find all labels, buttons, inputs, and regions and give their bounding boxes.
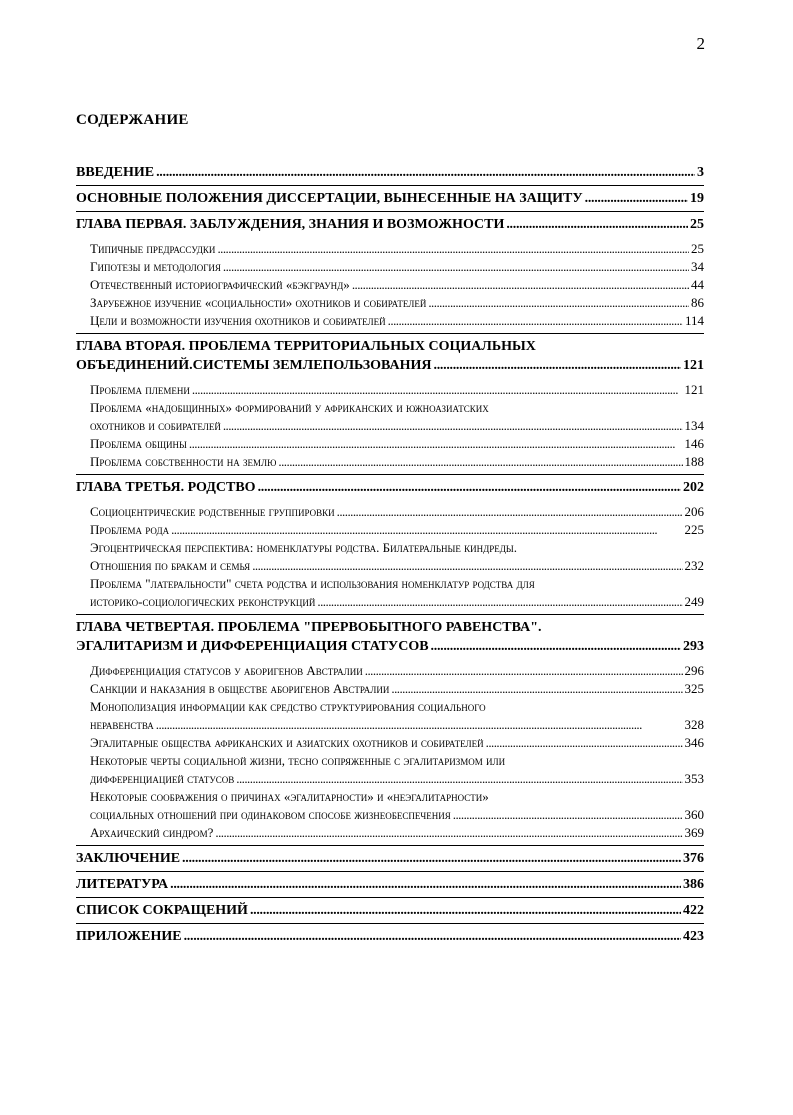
dot-leader: [585, 189, 688, 208]
toc-subentry-title: Отечественный историографический «бэкграунд»: [90, 277, 350, 292]
toc-subentry[interactable]: [90, 824, 704, 842]
toc-subentry-page: 346: [684, 735, 704, 750]
toc-subentry-title-line: Некоторые черты социальной жизни, тесно сопряженные с эгалитаризмом или: [90, 753, 506, 768]
toc-entry[interactable]: [76, 356, 704, 375]
toc-subentry-title: историко-социологических реконструкций: [90, 594, 316, 609]
toc-section: [76, 334, 704, 475]
toc-section: [76, 846, 704, 872]
toc-entry-title: ОСНОВНЫЕ ПОЛОЖЕНИЯ ДИССЕРТАЦИИ, ВЫНЕСЕННЫЕ НА ЗАЩИТУ: [76, 191, 583, 206]
toc-entry-page: 25: [690, 217, 704, 232]
toc-entry-title: ЗАКЛЮЧЕНИЕ: [76, 851, 181, 866]
toc-subentry[interactable]: [90, 770, 704, 788]
toc-entry[interactable]: [76, 901, 704, 920]
toc-subentry[interactable]: [90, 680, 704, 698]
toc-subentry[interactable]: [90, 593, 704, 611]
toc-subentry-page: 44: [691, 277, 704, 292]
page-number: 2: [696, 34, 705, 53]
dot-leader: [236, 770, 682, 788]
toc-subentry-page: 360: [684, 807, 704, 822]
toc-entry-title: ЭГАЛИТАРИЗМ И ДИФФЕРЕНЦИАЦИЯ СТАТУСОВ: [76, 639, 429, 654]
toc-subentry-page: 225: [684, 522, 704, 537]
toc-subentry-page: 86: [691, 295, 704, 310]
toc-subentry-title: Архаический синдром?: [90, 825, 214, 840]
dot-leader: [252, 557, 682, 575]
toc-subentry-page: 34: [691, 259, 704, 274]
dot-leader: [223, 417, 683, 435]
toc-subentry[interactable]: [90, 294, 704, 312]
toc-entry-page: 423: [683, 929, 704, 944]
toc-entry-title: ВВЕДЕНИЕ: [76, 165, 155, 180]
toc-subentry-title-line: Проблема «надобщинных» формирований у африканских и южноазиатских: [90, 400, 489, 415]
toc-subentry-page: 146: [684, 436, 704, 451]
toc-entry[interactable]: [76, 849, 704, 868]
dot-leader: [278, 453, 682, 471]
dot-leader: [434, 356, 681, 375]
toc-subentry-title-line: Эгоцентрическая перспектива: номенклатуры родства. Билатеральные киндреды.: [90, 540, 517, 555]
dot-leader: [250, 901, 681, 920]
toc-subentry[interactable]: [90, 662, 704, 680]
toc-title: СОДЕРЖАНИЕ: [76, 112, 189, 128]
toc-subentry-title: Проблема собственности на землю: [90, 454, 277, 469]
dot-leader: [215, 824, 682, 842]
toc-section: [76, 212, 704, 334]
dot-leader: [453, 806, 683, 824]
toc-subentry-page: 353: [684, 771, 704, 786]
toc-entry[interactable]: [76, 637, 704, 656]
toc-subentry[interactable]: [90, 557, 704, 575]
toc-subentry-page: 188: [684, 454, 704, 469]
toc-subentry[interactable]: [90, 312, 704, 330]
toc-entry-title: ПРИЛОЖЕНИЕ: [76, 929, 182, 944]
dot-leader: [428, 294, 689, 312]
toc-subentry-title: охотников и собирателей: [90, 418, 221, 433]
dot-leader: [506, 215, 688, 234]
dot-leader: [170, 875, 681, 894]
dot-leader: [184, 927, 681, 946]
toc-subentry-title: Проблема племени: [90, 382, 190, 397]
toc-subentry[interactable]: [90, 503, 704, 521]
toc-subentry-title: Зарубежное изучение «социальности» охотников и собирателей: [90, 295, 427, 310]
toc-entry[interactable]: [76, 215, 704, 234]
toc-entry-page: 376: [683, 851, 704, 866]
toc-section: [76, 898, 704, 924]
toc-subentry-page: 249: [684, 594, 704, 609]
toc-subentry[interactable]: [90, 276, 704, 294]
toc-subentry-page: 369: [684, 825, 704, 840]
dot-leader: [217, 240, 689, 258]
dot-leader: [171, 521, 682, 539]
toc-subentry[interactable]: [90, 258, 704, 276]
toc-subentry-title: неравенства: [90, 717, 154, 732]
toc-subentry-page: 325: [684, 681, 704, 696]
toc-entry-page: 422: [683, 903, 704, 918]
toc-section: [76, 924, 704, 949]
toc-subentry-title: Проблема рода: [90, 522, 170, 537]
toc-subentry-title: Цели и возможности изучения охотников и собирателей: [90, 313, 386, 328]
toc-subentry[interactable]: [90, 716, 704, 734]
toc-subentry[interactable]: [90, 453, 704, 471]
dot-leader: [486, 734, 683, 752]
toc-subentry-title-line: Проблема "латеральности" счета родства и использования номенклатур родства для: [90, 576, 535, 591]
toc-subentry[interactable]: [90, 240, 704, 258]
toc-subentry-title: дифференциацией статусов: [90, 771, 235, 786]
toc-subentry[interactable]: [90, 435, 704, 453]
dot-leader: [258, 478, 681, 497]
toc-subentry-title: Санкции и наказания в обществе аборигенов Австралии: [90, 681, 390, 696]
toc-subentry-page: 296: [684, 663, 704, 678]
toc-entry-page: 202: [683, 480, 704, 495]
dot-leader: [192, 381, 683, 399]
toc-subentry-page: 232: [684, 558, 704, 573]
toc-subentry-title-line: Монополизация информации как средство структурирования социального: [90, 699, 486, 714]
dot-leader: [391, 680, 682, 698]
dot-leader: [317, 593, 682, 611]
toc-section: [76, 872, 704, 898]
toc-subentry[interactable]: [90, 806, 704, 824]
toc-entry-title: СПИСОК СОКРАЩЕНИЙ: [76, 903, 248, 918]
toc-entry-title-line: ГЛАВА ЧЕТВЕРТАЯ. ПРОБЛЕМА "ПРЕРВОБЫТНОГО РАВЕНСТВА".: [76, 620, 542, 635]
toc-subentry[interactable]: [90, 521, 704, 539]
toc-subentry[interactable]: [90, 734, 704, 752]
dot-leader: [388, 312, 683, 330]
toc-subentry-title: Типичные предрассудки: [90, 241, 216, 256]
toc-subentry-title-line: Некоторые соображения о причинах «эгалитарности» и «неэгалитарности»: [90, 789, 489, 804]
toc-entry-title: ГЛАВА ПЕРВАЯ. ЗАБЛУЖДЕНИЯ, ЗНАНИЯ И ВОЗМОЖНОСТИ: [76, 217, 505, 232]
toc-subentry[interactable]: [90, 381, 704, 399]
toc-entry[interactable]: [76, 478, 704, 497]
dot-leader: [337, 503, 683, 521]
toc-section: [76, 186, 704, 212]
dot-leader: [189, 435, 683, 453]
toc-entry[interactable]: [76, 163, 704, 182]
toc-subentry-page: 206: [684, 504, 704, 519]
toc-subentry-title: Гипотезы и методология: [90, 259, 221, 274]
dot-leader: [365, 662, 683, 680]
toc-entry-title: ОБЪЕДИНЕНИЙ.СИСТЕМЫ ЗЕМЛЕПОЛЬЗОВАНИЯ: [76, 358, 432, 373]
toc-section: [76, 160, 704, 186]
toc-subentry-page: 121: [684, 382, 704, 397]
toc-subentry-title: Эгалитарные общества африканских и азиатских охотников и собирателей: [90, 735, 484, 750]
toc-subentry-title: Дифференциация статусов у аборигенов Австралии: [90, 663, 363, 678]
toc-subentry-page: 328: [684, 717, 704, 732]
toc-entry-title: ГЛАВА ТРЕТЬЯ. РОДСТВО: [76, 480, 256, 495]
toc-entry-page: 3: [697, 165, 704, 180]
toc-entry-page: 386: [683, 877, 704, 892]
toc-subentry-page: 25: [691, 241, 704, 256]
dot-leader: [352, 276, 689, 294]
toc-section: [76, 475, 704, 615]
toc-subentry-title: Социоцентрические родственные группировки: [90, 504, 335, 519]
toc-subentry-page: 134: [684, 418, 704, 433]
toc-entry-page: 19: [690, 191, 704, 206]
toc-subentry-title: Проблема общины: [90, 436, 187, 451]
toc-section: [76, 615, 704, 846]
toc-entry[interactable]: [76, 189, 704, 208]
toc-entry[interactable]: [76, 927, 704, 946]
dot-leader: [431, 637, 681, 656]
toc-entry-page: 121: [683, 358, 704, 373]
toc-entry-page: 293: [683, 639, 704, 654]
dot-leader: [156, 163, 695, 182]
toc-subentry-title: социальных отношений при одинаковом способе жизнеобеспечения: [90, 807, 451, 822]
toc-subentry-title: Отношения по бракам и семья: [90, 558, 251, 573]
table-of-contents: [76, 160, 704, 949]
dot-leader: [182, 849, 681, 868]
dot-leader: [156, 716, 683, 734]
dot-leader: [223, 258, 689, 276]
toc-entry-title-line: ГЛАВА ВТОРАЯ. ПРОБЛЕМА ТЕРРИТОРИАЛЬНЫХ СОЦИАЛЬНЫХ: [76, 339, 536, 354]
toc-entry[interactable]: [76, 875, 704, 894]
toc-entry-title: ЛИТЕРАТУРА: [76, 877, 169, 892]
toc-subentry[interactable]: [90, 417, 704, 435]
toc-subentry-page: 114: [684, 313, 704, 328]
